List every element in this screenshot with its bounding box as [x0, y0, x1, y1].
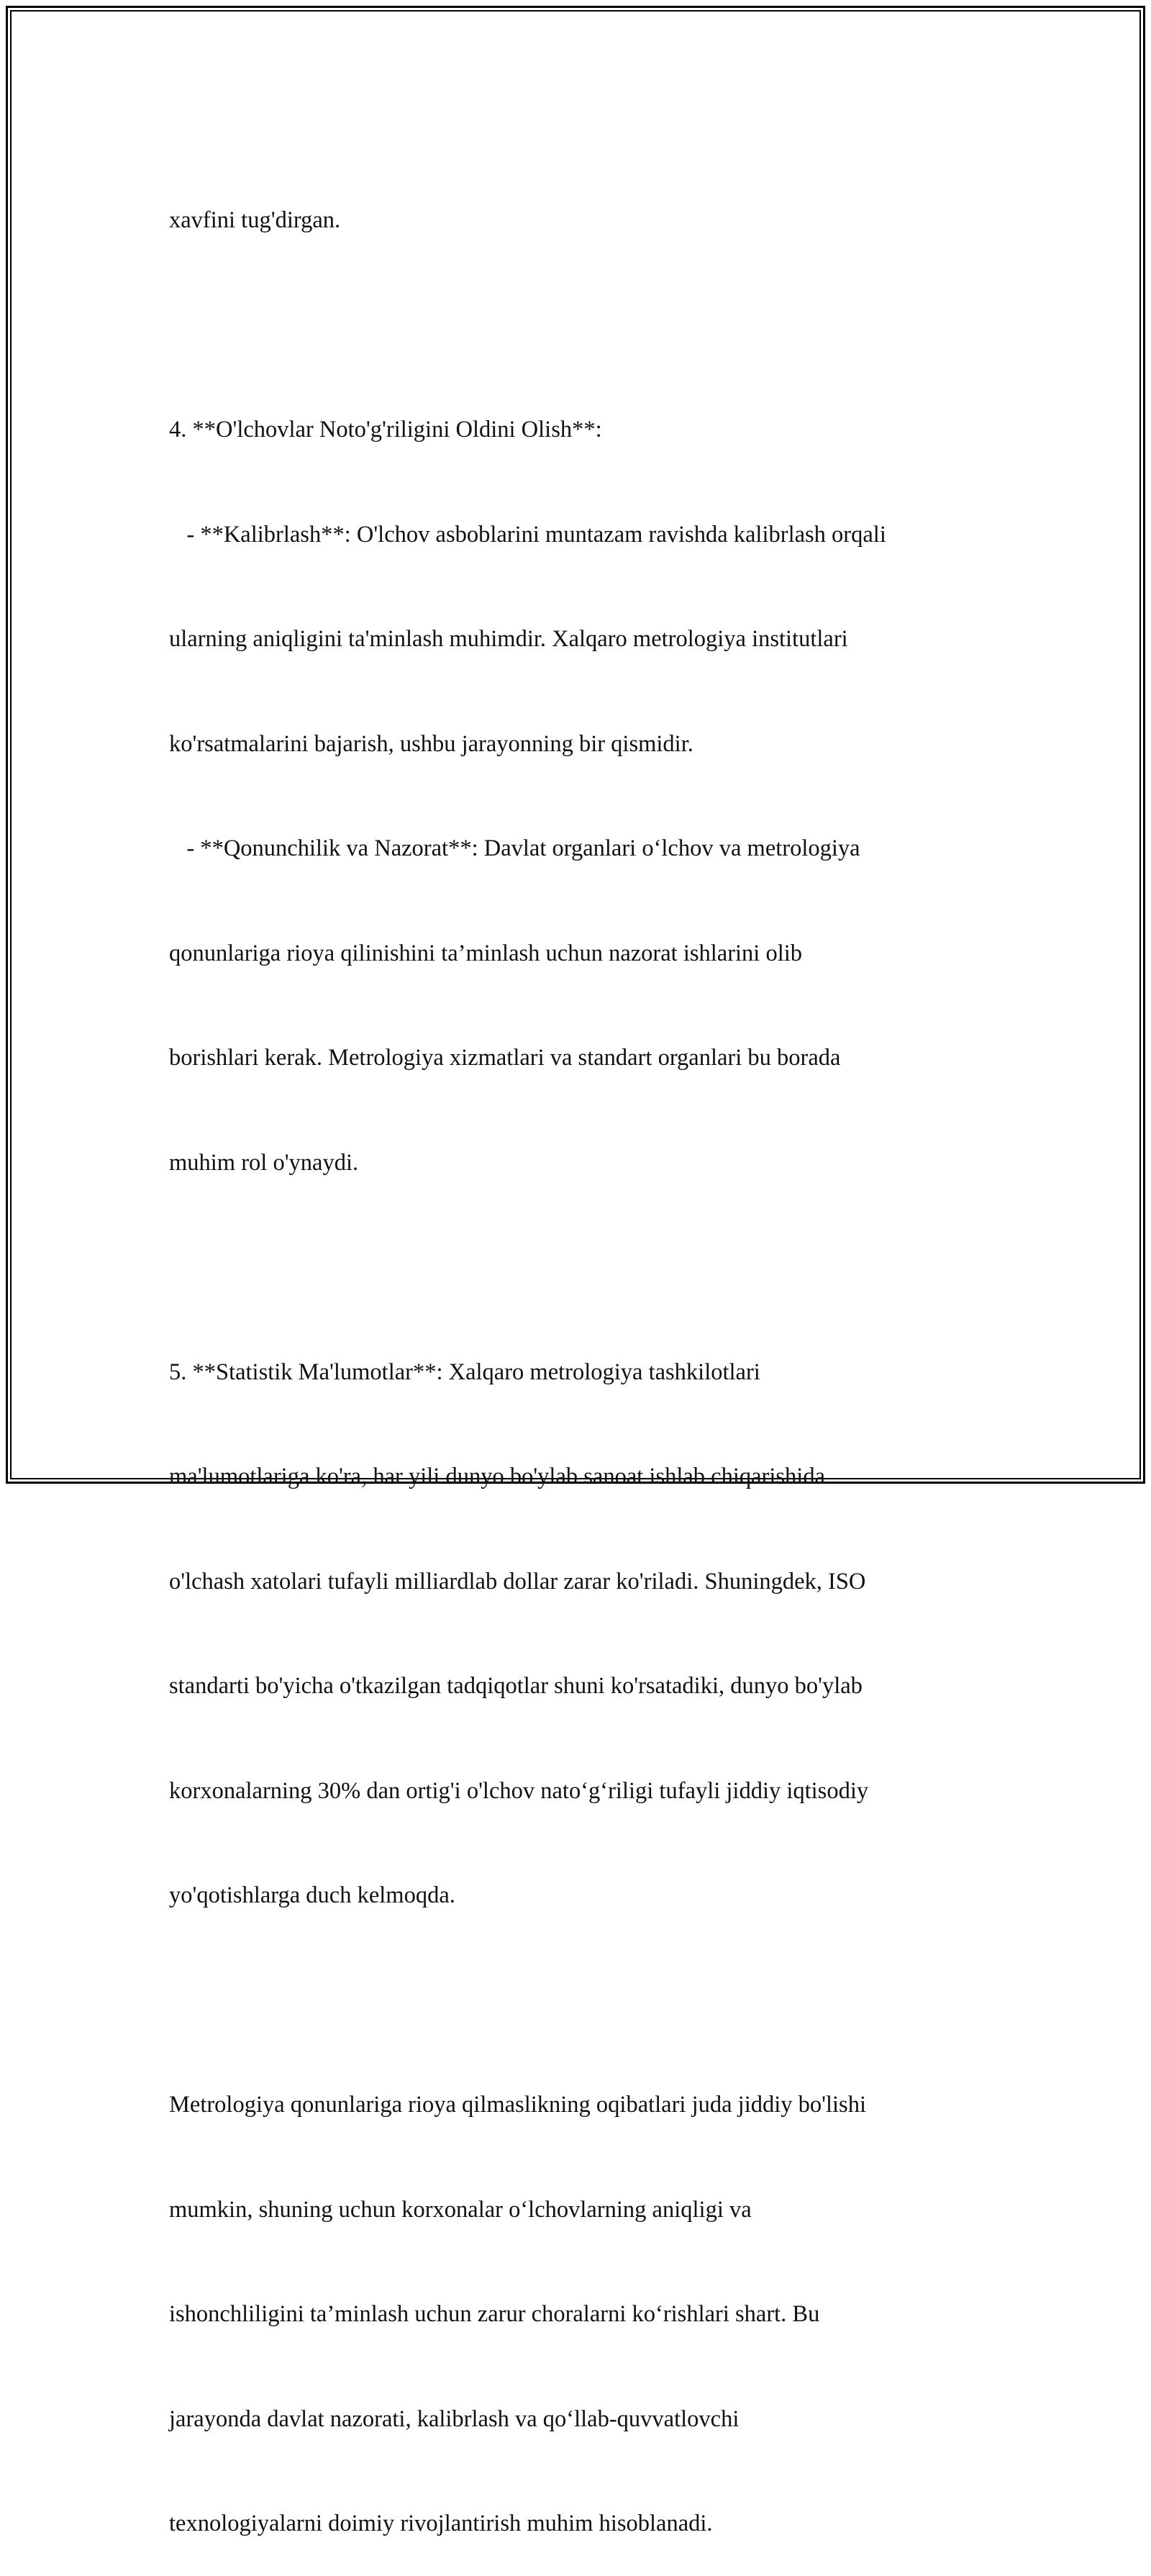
text-line: - **Kalibrlash**: O'lchov asboblarini muntazam ravishda kalibrlash orqali	[169, 521, 886, 548]
blank-line	[169, 1983, 996, 2018]
text-line: jarayonda davlat nazorati, kalibrlash va qo‘llab-quvvatlovchi	[169, 2405, 740, 2432]
text-line: ma'lumotlariga ko'ra, har yili dunyo bo'ylab sanoat ishlab chiqarishida	[169, 1464, 825, 1489]
section-heading: 4. **O'lchovlar Noto'g'riligini Oldini Olish**:	[169, 417, 602, 443]
text-line: xavfini tug'dirgan.	[169, 207, 341, 233]
blank-line	[169, 1250, 996, 1285]
text-line: ularning aniqligini ta'minlash muhimdir. Xalqaro metrologiya institutlari	[169, 626, 848, 652]
text-line: ishonchliligini ta’minlash uchun zarur choralarni ko‘rishlari shart. Bu	[169, 2301, 820, 2327]
text-line: borishlari kerak. Metrologiya xizmatlari va standart organlari bu borada	[169, 1045, 841, 1071]
text-line: mumkin, shuning uchun korxonalar o‘lchovlarning aniqligi va	[169, 2196, 752, 2223]
text-line: yo'qotishlarga duch kelmoqda.	[169, 1882, 455, 1908]
blank-line	[169, 308, 996, 343]
text-line: o'lchash xatolari tufayli milliardlab dollar zarar ko'riladi. Shuningdek, ISO	[169, 1568, 866, 1595]
document-body	[169, 133, 996, 2576]
text-line: Metrologiya qonunlariga rioya qilmaslikning oqibatlari juda jiddiy bo'lishi	[169, 2092, 866, 2118]
text-line: qonunlariga rioya qilinishini ta’minlash uchun nazorat ishlarini olib	[169, 940, 803, 966]
text-line: muhim rol o'ynaydi.	[169, 1149, 359, 1176]
text-line: standarti bo'yicha o'tkazilgan tadqiqotlar shuni ko'rsatadiki, dunyo bo'ylab	[169, 1673, 863, 1699]
text-line: korxonalarning 30% dan ortig'i o'lchov nato‘g‘riligi tufayli jiddiy iqtisodiy	[169, 1777, 869, 1804]
section-heading: 5. **Statistik Ma'lumotlar**: Xalqaro metrologiya tashkilotlari	[169, 1359, 760, 1385]
text-line: - **Qonunchilik va Nazorat**: Davlat organlari o‘lchov va metrologiya	[169, 835, 860, 861]
text-line: texnologiyalarni doimiy rivojlantirish muhim hisoblanadi.	[169, 2511, 713, 2536]
text-line: ko'rsatmalarini bajarish, ushbu jarayonning bir qismidir.	[169, 730, 693, 757]
